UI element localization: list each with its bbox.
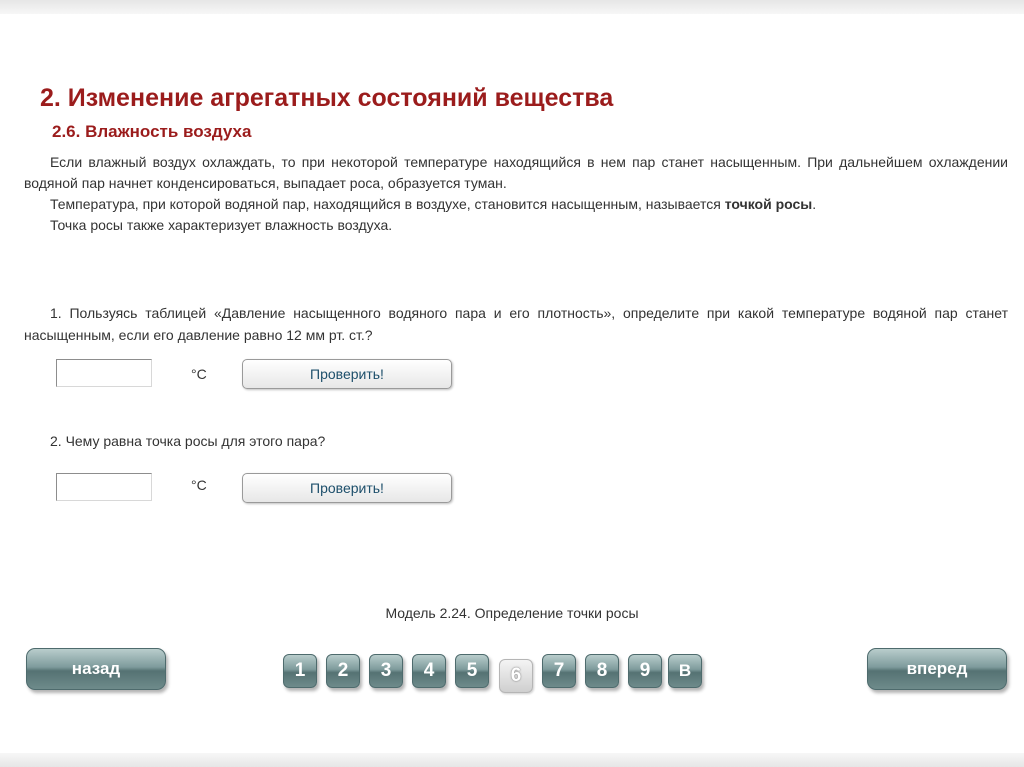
answer-2-unit: °C <box>191 477 207 493</box>
answer-1-unit: °C <box>191 366 207 382</box>
page-title: 2. Изменение агрегатных состояний вещества <box>40 84 614 112</box>
question-2 <box>24 430 1008 452</box>
forward-button[interactable]: вперед <box>867 648 1007 690</box>
model-caption: Модель 2.24. Определение точки росы <box>385 605 639 621</box>
page-button-2[interactable]: 2 <box>326 654 360 688</box>
dew-point-term: точкой росы <box>724 196 813 212</box>
intro-text <box>24 152 1008 236</box>
check-2-button[interactable]: Проверить! <box>242 473 452 503</box>
intro-paragraph-3: Точка росы также характеризует влажность воздуха. <box>50 217 393 233</box>
intro-paragraph-2-end: . <box>812 196 817 212</box>
page-button-6-current[interactable]: 6 <box>499 659 533 693</box>
question-1 <box>24 302 1008 346</box>
question-2-text: 2. Чему равна точка росы для этого пара? <box>50 433 326 449</box>
page-button-8[interactable]: 8 <box>585 654 619 688</box>
question-1-text: 1. Пользуясь таблицей «Давление насыщенного водяного пара и его плотность», определите при какой температуре водяной пар станет насыщенным, если его давление равно 12 мм рт. ст.? <box>24 305 1008 343</box>
section-title: 2.6. Влажность воздуха <box>52 122 252 141</box>
page-navigation <box>283 654 713 694</box>
top-frame <box>0 0 1024 14</box>
back-button[interactable]: назад <box>26 648 166 690</box>
page-button-5[interactable]: 5 <box>455 654 489 688</box>
check-1-button[interactable]: Проверить! <box>242 359 452 389</box>
intro-paragraph-2 <box>24 194 1008 215</box>
intro-paragraph-1: Если влажный воздух охлаждать, то при некоторой температуре находящийся в нем пар станет насыщенным. При дальнейшем охлаждении водяной пар начнет конденсироваться, выпадает роса, образуется туман. <box>24 154 1008 191</box>
bottom-frame <box>0 753 1024 767</box>
page-button-v[interactable]: В <box>668 654 702 688</box>
page-button-4[interactable]: 4 <box>412 654 446 688</box>
page-button-3[interactable]: 3 <box>369 654 403 688</box>
page-button-1[interactable]: 1 <box>283 654 317 688</box>
page-button-7[interactable]: 7 <box>542 654 576 688</box>
page-button-9[interactable]: 9 <box>628 654 662 688</box>
intro-paragraph-2-text: Температура, при которой водяной пар, находящийся в воздухе, становится насыщенным, называется <box>50 196 725 212</box>
answer-2-input[interactable] <box>56 473 152 501</box>
answer-1-input[interactable] <box>56 359 152 387</box>
